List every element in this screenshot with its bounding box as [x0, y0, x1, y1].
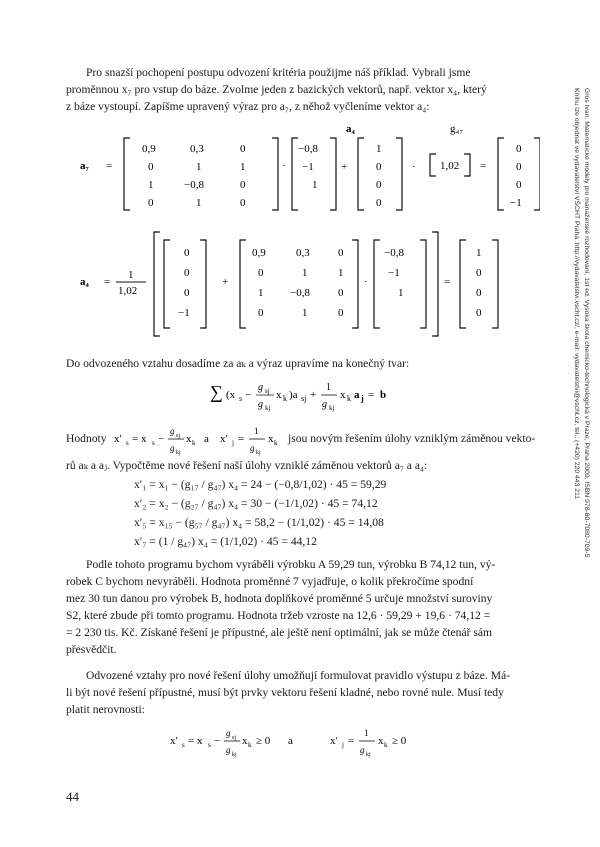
svg-text:−0,8: −0,8	[290, 287, 310, 299]
svg-text:1: 1	[302, 267, 308, 279]
svg-text:a: a	[354, 389, 360, 401]
svg-text:j: j	[342, 741, 344, 749]
svg-text:j: j	[232, 439, 234, 447]
dot-2: ·	[412, 161, 416, 173]
svg-text:1: 1	[302, 307, 308, 319]
svg-text:−1: −1	[388, 267, 400, 279]
svg-text:0,3: 0,3	[190, 143, 204, 155]
svg-text:g: g	[170, 426, 175, 436]
svg-text:0: 0	[184, 287, 190, 299]
eq-sign: =	[106, 160, 113, 172]
svg-text:0: 0	[376, 179, 382, 191]
svg-text:x: x	[340, 389, 346, 401]
svg-text:∑: ∑	[210, 382, 223, 402]
lhs-a7: a₇	[80, 160, 89, 172]
svg-text:=: =	[368, 389, 375, 401]
svg-text:−1: −1	[510, 197, 522, 209]
program-line-5: = 2 230 tis. Kč. Získané řešení je přípustné, ale ještě není optimální, jak se může čtenář sám	[66, 626, 493, 639]
eq-sign-2: =	[444, 276, 451, 288]
vector-e7	[178, 247, 190, 319]
values-tail: jsou novým řešením úlohy vzniklým záměnou vekto-	[288, 432, 536, 445]
svg-text:sj: sj	[176, 433, 181, 439]
program-line-4: S2, které zbude při tomto programu. Hodnota tržeb vzroste na 12,6 · 59,29 + 19,6 · 74,12 =	[66, 609, 491, 622]
values-paragraph	[66, 420, 536, 456]
svg-text:g: g	[226, 745, 231, 755]
svg-text:0: 0	[240, 179, 246, 191]
frac-num: 1	[128, 269, 134, 281]
dot: ·	[364, 276, 368, 288]
svg-text:=: =	[348, 735, 355, 747]
calc-line-2: x′₂ = x₂ − (g₂₇ / g₄₇) x₄ = 30 − (−1/1,02) · 45 = 74,12	[134, 497, 378, 510]
svg-text:1: 1	[240, 161, 246, 173]
svg-text:g: g	[322, 399, 327, 410]
svg-text:k: k	[283, 394, 287, 403]
svg-text:0: 0	[240, 143, 246, 155]
svg-text:kj: kj	[265, 404, 271, 412]
svg-text:1: 1	[254, 426, 259, 436]
svg-text:kj: kj	[366, 752, 371, 758]
vector-g-col	[384, 247, 404, 299]
svg-text:s: s	[239, 394, 243, 403]
program-line-6: přesvědčit.	[66, 643, 117, 656]
equation-a4	[60, 228, 540, 340]
svg-text:kj: kj	[329, 404, 335, 412]
svg-text:s: s	[182, 741, 185, 749]
svg-text:k: k	[248, 741, 252, 749]
svg-text:0: 0	[338, 247, 344, 259]
page-number: 44	[66, 789, 79, 804]
svg-text:k: k	[274, 439, 278, 447]
svg-text:g: g	[360, 745, 365, 755]
svg-text:(x: (x	[226, 389, 236, 401]
ineq-right-rel: ≥ 0	[392, 735, 407, 747]
svg-text:0: 0	[516, 161, 522, 173]
svg-text:0: 0	[476, 287, 482, 299]
text-after-eq: Do odvozeného vztahu dosadíme za aₖ a výraz upravíme na konečný tvar:	[66, 357, 410, 370]
calc-line-1: x′₁ = x₁ − (g₁₇ / g₄₇) x₄ = 24 − (−0,8/1,02) · 45 = 59,29	[134, 478, 387, 491]
intro-line-1: Pro snazší pochopení postupu odvození kritéria použijme náš příklad. Vybrali jsme	[86, 66, 471, 79]
svg-text:0,3: 0,3	[296, 247, 310, 259]
svg-text:−: −	[214, 735, 221, 747]
svg-text:kj: kj	[256, 450, 261, 456]
svg-text:x′: x′	[330, 735, 338, 747]
svg-text:0: 0	[338, 307, 344, 319]
svg-text:−0,8: −0,8	[298, 143, 318, 155]
result-vector	[476, 247, 482, 319]
equation-a7	[60, 118, 540, 214]
svg-text:1: 1	[326, 382, 331, 393]
values-mid: a	[204, 433, 209, 445]
final-line-3: platit nerovnosti:	[66, 703, 145, 716]
svg-text:1: 1	[196, 161, 202, 173]
svg-text:x′: x′	[170, 735, 178, 747]
svg-text:−0,8: −0,8	[384, 247, 404, 259]
frac-den: 1,02	[118, 285, 138, 297]
svg-text:)a: )a	[289, 389, 298, 401]
svg-text:1: 1	[196, 197, 202, 209]
svg-text:g: g	[226, 728, 231, 738]
svg-text:s: s	[208, 741, 211, 749]
svg-text:1: 1	[364, 728, 369, 738]
lhs-a4: a₄	[80, 276, 89, 288]
svg-text:g: g	[250, 443, 255, 453]
program-line-3: mez 30 tun danou pro výrobek B, hodnota doplňkové proměnné 5 určuje množství suroviny	[66, 592, 493, 605]
values-lead: Hodnoty	[66, 432, 107, 445]
svg-text:x: x	[242, 735, 248, 747]
program-line-1: Podle tohoto programu bychom vyráběli výrobku A 59,29 tun, výrobku B 74,12 tun, vý-	[86, 558, 496, 571]
svg-text:x′: x′	[114, 433, 122, 445]
svg-text:k: k	[347, 394, 351, 403]
svg-text:= x: = x	[132, 433, 147, 445]
matrix-g	[252, 247, 344, 319]
calc-line-3: x′₅ = x₁₅ − (g₅₇ / g₄₇) x₄ = 58,2 − (1/1,02) · 45 = 14,08	[134, 516, 384, 529]
header-a4: a₄	[346, 123, 355, 135]
svg-text:s: s	[126, 439, 129, 447]
scalar-g47: 1,02	[440, 160, 460, 172]
eq-sign-2: =	[480, 160, 487, 172]
dot-1: ·	[282, 160, 286, 172]
svg-text:x: x	[378, 735, 384, 747]
svg-text:1: 1	[476, 247, 482, 259]
svg-text:j: j	[361, 394, 364, 403]
intro-line-2: proměnnou x₇ pro vstup do báze. Zvolme jeden z bazických vektorů, např. vektor x₄, který	[66, 83, 487, 96]
intro-line-3: z báze vystoupí. Zapíšme upravený výraz pro a₇, z něhož vyčleníme vektor a₄:	[66, 100, 430, 113]
svg-text:1: 1	[148, 179, 154, 191]
svg-text:0: 0	[240, 197, 246, 209]
vector-a4	[376, 143, 382, 209]
svg-text:0: 0	[338, 287, 344, 299]
svg-text:0: 0	[376, 161, 382, 173]
program-line-2: robek C bychom nevyráběli. Hodnota proměnné 7 vyjadřuje, o kolik překročíme spodní	[66, 575, 474, 588]
side-note-line-1: Gros Ivan: Matematické modely pro manažerské rozhodování, 1st ed. Vysoká škola chemicko-technologická v Praze, Praha 2009, ISBN 978-80-7080-709-5	[583, 88, 590, 558]
final-line-1: Odvozené vztahy pro nové řešení úlohy umožňují formulovat pravidlo výstupu z báze. Má-	[86, 669, 511, 682]
svg-text:1: 1	[398, 287, 404, 299]
side-note-line-2: Knihu lze objednat ve vydavatelství VŠCHT Praha, http://vydavatelstvi.vscht.cz/, e-mail: vydavatelstvi@vscht.cz, tel.: (+420) 220 443 211	[573, 88, 580, 500]
svg-text:g: g	[258, 399, 263, 410]
svg-text:k: k	[384, 741, 388, 749]
svg-text:0: 0	[516, 143, 522, 155]
inequalities	[170, 722, 470, 762]
svg-text:0: 0	[376, 197, 382, 209]
vector-g-col	[298, 143, 318, 191]
svg-text:0: 0	[148, 197, 154, 209]
plus: +	[341, 161, 348, 173]
side-note	[568, 88, 598, 588]
svg-text:k: k	[192, 439, 196, 447]
svg-text:x: x	[186, 433, 192, 445]
header-g47: g₄₇	[450, 123, 464, 135]
eq-sign: =	[104, 276, 111, 288]
svg-text:0: 0	[184, 267, 190, 279]
svg-text:0,9: 0,9	[142, 143, 156, 155]
svg-text:1: 1	[338, 267, 344, 279]
svg-text:s: s	[152, 439, 155, 447]
svg-text:1: 1	[258, 287, 264, 299]
svg-text:=: =	[238, 433, 245, 445]
svg-text:1: 1	[376, 143, 382, 155]
svg-text:−1: −1	[178, 307, 190, 319]
svg-text:x: x	[268, 433, 274, 445]
plus: +	[222, 276, 229, 288]
final-line-2: li být nové řešení přípustné, musí být prvky vektoru řešení kladné, nebo rovné nule. Musí tedy	[66, 686, 504, 699]
result-vector	[510, 143, 522, 209]
svg-text:b: b	[380, 389, 387, 401]
ineq-left-rel: ≥ 0	[256, 735, 271, 747]
svg-text:0: 0	[476, 307, 482, 319]
svg-text:0: 0	[258, 267, 264, 279]
matrix-g	[142, 143, 246, 209]
svg-text:0: 0	[258, 307, 264, 319]
svg-text:+: +	[310, 389, 317, 401]
svg-text:= x: = x	[188, 735, 203, 747]
svg-text:sj: sj	[232, 735, 237, 741]
svg-text:−1: −1	[302, 161, 314, 173]
svg-text:x′: x′	[220, 433, 228, 445]
svg-text:0: 0	[184, 247, 190, 259]
values-line-2: rů aₖ a aⱼ. Vypočtěme nové řešení naší úlohy vzniklé záměnou vektorů a₇ a a₄:	[66, 459, 428, 472]
svg-text:0: 0	[148, 161, 154, 173]
svg-text:1: 1	[312, 179, 318, 191]
svg-text:0: 0	[476, 267, 482, 279]
svg-text:g: g	[258, 382, 263, 393]
svg-text:kj: kj	[232, 752, 237, 758]
svg-text:0,9: 0,9	[252, 247, 266, 259]
svg-text:−: −	[245, 389, 252, 401]
svg-text:0: 0	[516, 179, 522, 191]
svg-text:sj: sj	[301, 394, 307, 403]
svg-text:kj: kj	[176, 450, 181, 456]
ineq-and: a	[288, 735, 293, 747]
svg-text:x: x	[276, 389, 282, 401]
svg-text:sj: sj	[265, 387, 270, 395]
svg-text:−: −	[158, 433, 165, 445]
svg-text:−0,8: −0,8	[184, 179, 204, 191]
calc-line-4: x′₇ = (1 / g₄₇) x₄ = (1/1,02) · 45 = 44,12	[134, 535, 317, 548]
svg-text:g: g	[170, 443, 175, 453]
sum-formula	[210, 374, 430, 414]
